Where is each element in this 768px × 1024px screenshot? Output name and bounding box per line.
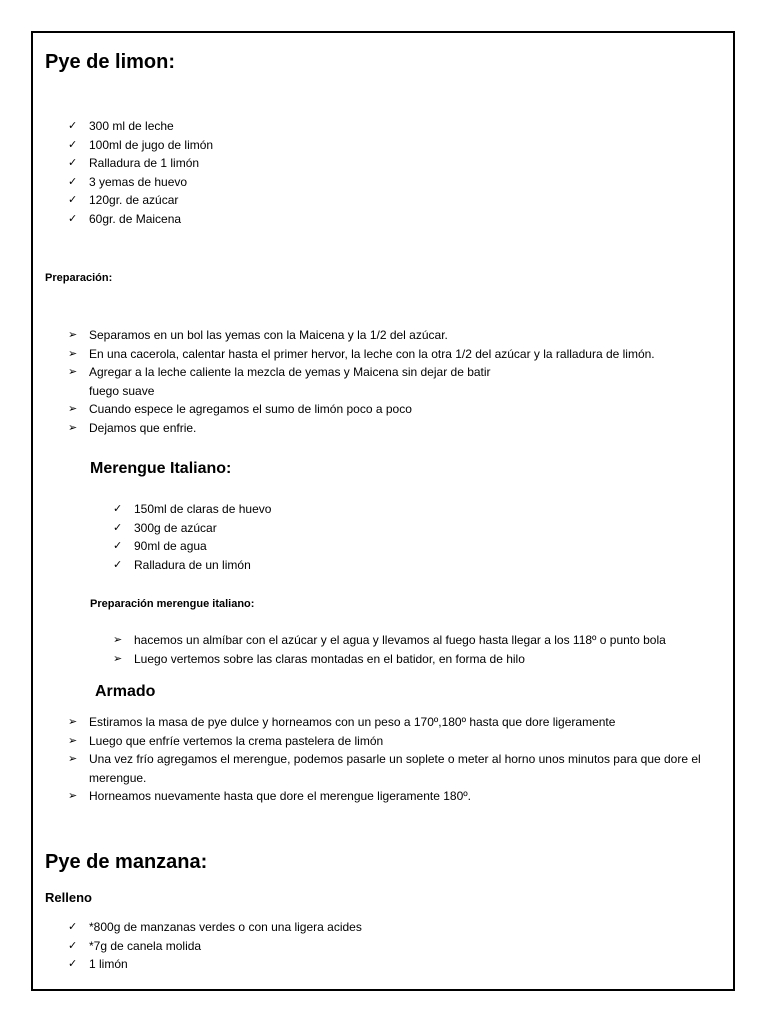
list-item: ✓ 120gr. de azúcar — [68, 191, 213, 210]
list-item: ➢ Una vez frío agregamos el merengue, podemos pasarle un soplete o meter al horno unos minutos para que dore el merengue. — [68, 752, 701, 785]
apple-pie-title: Pye de manzana: — [45, 851, 208, 873]
check-icon: ✓ — [68, 921, 78, 933]
list-item: ➢ Dejamos que enfrie. — [68, 419, 728, 438]
list-item: ✓ 150ml de claras de huevo — [113, 500, 271, 519]
list-item: ➢ En una cacerola, calentar hasta el primer hervor, la leche con la otra 1/2 del azúcar y la ralladura de limón. — [68, 345, 728, 364]
check-icon: ✓ — [68, 157, 78, 170]
step-continuation: fuego suave — [89, 383, 155, 398]
arrow-bullet-icon: ➢ — [68, 716, 78, 728]
arrow-bullet-icon: ➢ — [68, 366, 78, 379]
lemon-pie-ingredients — [68, 117, 213, 229]
list-item: ➢ Luego que enfríe vertemos la crema pastelera de limón — [68, 732, 728, 751]
check-icon: ✓ — [68, 958, 78, 971]
arrow-bullet-icon: ➢ — [68, 734, 78, 747]
list-item: ✓ 100ml de jugo de limón — [68, 136, 213, 155]
list-item: ✓ *7g de canela molida — [68, 937, 362, 956]
arrow-bullet-icon: ➢ — [113, 634, 123, 646]
list-item: ✓ 300 ml de leche — [68, 117, 213, 136]
check-icon: ✓ — [68, 939, 78, 952]
check-icon: ✓ — [68, 194, 78, 207]
list-item: ➢ hacemos un almíbar con el azúcar y el agua y llevamos al fuego hasta llegar a los 118º o punto bola — [113, 631, 733, 650]
meringue-title: Merengue Italiano: — [90, 460, 232, 477]
lemon-pie-title: Pye de limon: — [45, 51, 176, 73]
arrow-bullet-icon: ➢ — [68, 347, 78, 360]
filling-label: Relleno — [45, 890, 92, 905]
list-item: ➢ Separamos en un bol las yemas con la Maicena y la 1/2 del azúcar. — [68, 326, 728, 345]
list-item: ➢ Agregar a la leche caliente la mezcla de yemas y Maicena sin dejar de batir fuego suave — [68, 363, 728, 400]
assembly-title: Armado — [95, 683, 156, 700]
check-icon: ✓ — [113, 503, 123, 515]
assembly-steps — [68, 713, 728, 806]
list-item: ➢ Cuando espece le agregamos el sumo de limón poco a poco — [68, 400, 728, 419]
meringue-preparation-steps — [113, 631, 733, 668]
list-item: ➢ Estiramos la masa de pye dulce y horneamos con un peso a 170º,180º hasta que dore ligeramente — [68, 713, 728, 732]
check-icon: ✓ — [113, 540, 123, 553]
arrow-bullet-icon: ➢ — [68, 421, 78, 434]
arrow-bullet-icon: ➢ — [68, 790, 78, 803]
check-icon: ✓ — [113, 521, 123, 534]
list-item: ✓ Ralladura de un limón — [113, 556, 271, 575]
list-item: ➢ Horneamos nuevamente hasta que dore el merengue ligeramente 180º. — [68, 787, 728, 806]
check-icon: ✓ — [68, 138, 78, 151]
lemon-preparation-label: Preparación: — [45, 272, 113, 284]
check-icon: ✓ — [68, 120, 78, 132]
list-item: ✓ 90ml de agua — [113, 537, 271, 556]
list-item: ➢ Luego vertemos sobre las claras montadas en el batidor, en forma de hilo — [113, 650, 733, 669]
arrow-bullet-icon: ➢ — [68, 403, 78, 416]
arrow-bullet-icon: ➢ — [113, 652, 123, 665]
arrow-bullet-icon: ➢ — [68, 753, 78, 766]
list-item: ✓ 60gr. de Maicena — [68, 210, 213, 229]
meringue-ingredients — [113, 500, 271, 574]
check-icon: ✓ — [113, 558, 123, 571]
list-item: ✓ Ralladura de 1 limón — [68, 154, 213, 173]
list-item: ✓ *800g de manzanas verdes o con una ligera acides — [68, 918, 362, 937]
lemon-preparation-steps — [68, 326, 728, 438]
list-item: ✓ 300g de azúcar — [113, 519, 271, 538]
list-item: ✓ 3 yemas de huevo — [68, 173, 213, 192]
list-item: ✓ 1 limón — [68, 955, 362, 974]
check-icon: ✓ — [68, 175, 78, 188]
arrow-bullet-icon: ➢ — [68, 329, 78, 341]
check-icon: ✓ — [68, 212, 78, 225]
meringue-preparation-label: Preparación merengue italiano: — [90, 598, 255, 610]
apple-pie-ingredients — [68, 918, 362, 974]
